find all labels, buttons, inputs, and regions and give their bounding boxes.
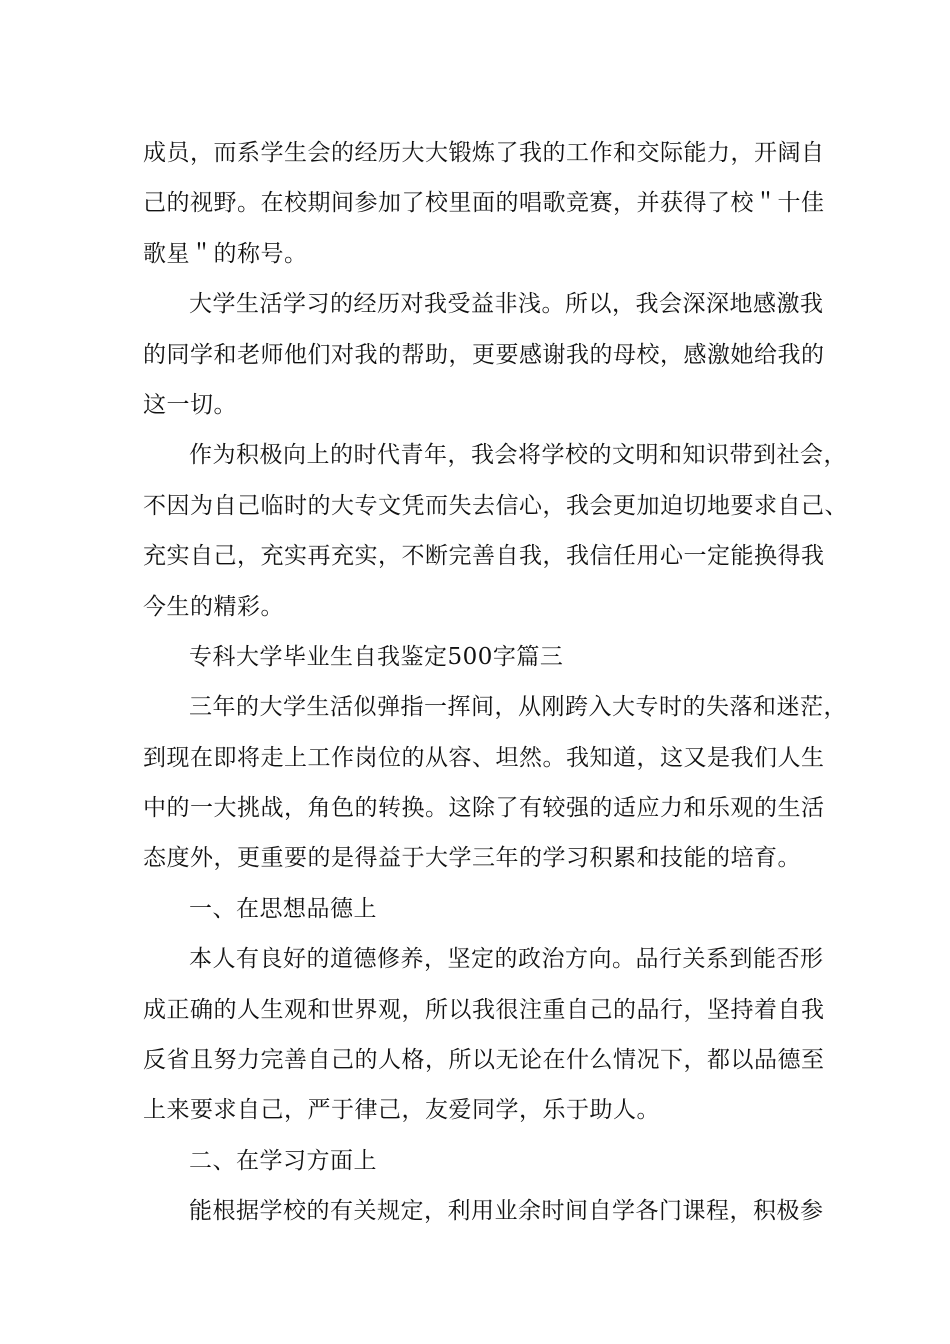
text-line: 大学生活学习的经历对我受益非浅。所以，我会深深地感激我 [189,291,824,318]
paragraph-three-years [143,682,847,884]
paragraph-student-union [143,128,823,279]
text-line: 上来要求自己，严于律己，友爱同学，乐于助人。 [143,1097,660,1124]
text-line: 专科大学毕业生自我鉴定500字篇三 [189,643,564,670]
document-body [143,128,848,1237]
text-line: 充实自己，充实再充实，不断完善自我，我信任用心一定能换得我 [143,543,825,570]
heading-study [143,1136,823,1186]
text-line: 今生的精彩。 [143,593,284,620]
text-line: 中的一大挑战，角色的转换。这除了有较强的适应力和乐观的生活 [143,795,825,822]
text-line: 成正确的人生观和世界观，所以我很注重自己的品行，坚持着自我 [143,996,825,1023]
text-line: 二、在学习方面上 [189,1147,377,1174]
text-line: 本人有良好的道德修养，坚定的政治方向。品行关系到能否形 [189,946,824,973]
paragraph-ideology [143,934,823,1136]
text-line: 己的视野。在校期间参加了校里面的唱歌竞赛，并获得了校＂十佳 [143,190,825,217]
text-line: 成员，而系学生会的经历大大锻炼了我的工作和交际能力，开阔自 [143,140,825,166]
text-line: 到现在即将走上工作岗位的从容、坦然。我知道，这又是我们人生 [143,744,825,771]
text-line: 这一切。 [143,391,237,418]
text-line: 三年的大学生活似弹指一挥间，从刚跨入大专时的失落和迷茫， [189,694,847,721]
paragraph-study [143,1186,823,1236]
heading-ideology [143,884,823,934]
text-line: 的同学和老师他们对我的帮助，更要感谢我的母校，感激她给我的 [143,341,825,368]
text-line: 不因为自己临时的大专文凭而失去信心，我会更加迫切地要求自己、 [143,492,848,519]
paragraph-future [143,430,848,632]
text-line: 反省且努力完善自己的人格，所以无论在什么情况下，都以品德至 [143,1047,825,1074]
text-line: 作为积极向上的时代青年，我会将学校的文明和知识带到社会， [189,442,847,469]
text-line: 态度外，更重要的是得益于大学三年的学习积累和技能的培育。 [143,845,801,872]
section-title-part-three [143,632,823,682]
paragraph-gratitude [143,279,823,430]
text-line: 能根据学校的有关规定，利用业余时间自学各门课程，积极参 [189,1198,824,1225]
text-line: 一、在思想品德上 [189,895,377,922]
text-line: 歌星＂的称号。 [143,240,308,267]
